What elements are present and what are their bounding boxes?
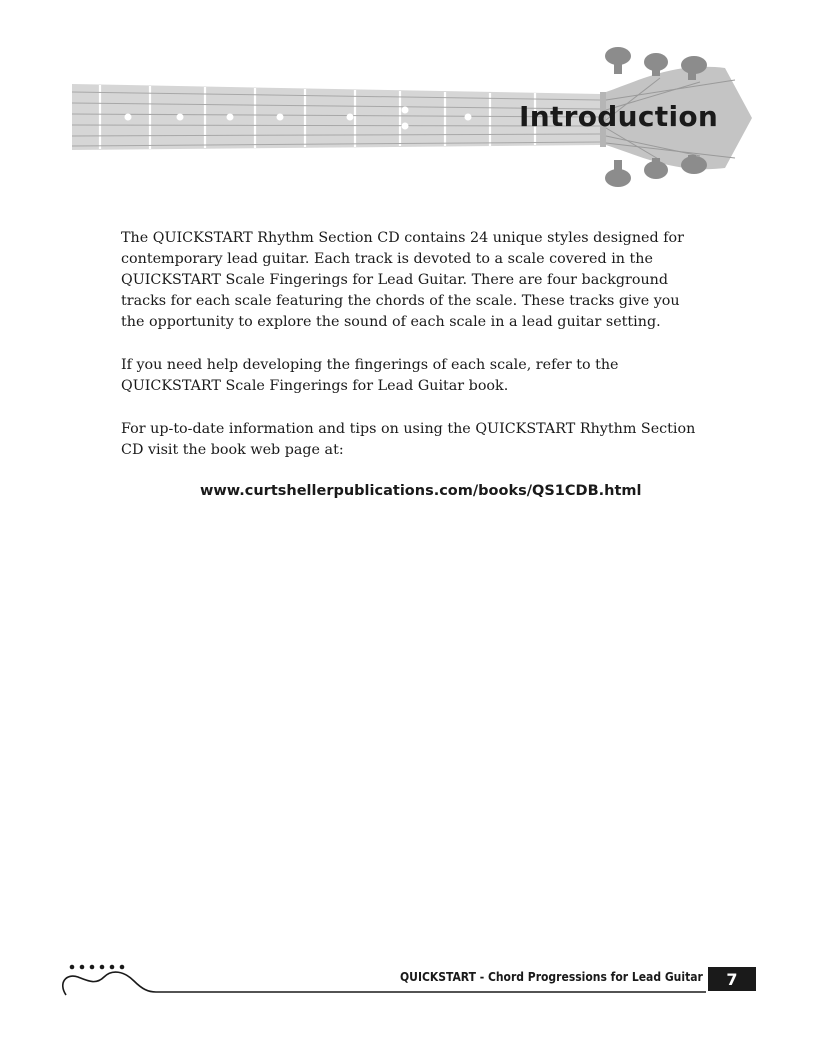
book-web-page-link[interactable]: www.curtshellerpublications.com/books/QS1CDB.html bbox=[200, 483, 642, 499]
intro-paragraph-3: For up-to-date information and tips on using the QUICKSTART Rhythm Section CD visit the book web page at: bbox=[121, 421, 696, 458]
intro-paragraph-1: The QUICKSTART Rhythm Section CD contains 24 unique styles designed for contemporary lead guitar. Each track is devoted to a scale covered in the QUICKSTART Scale Fingerings for Lead Guitar. There are four background tracks for each scale featuring the chords of the scale. These tracks give you the opportunity to explore the sound of each scale in a lead guitar setting. bbox=[121, 230, 684, 330]
page-number: 7 bbox=[708, 967, 756, 991]
intro-paragraph-2: If you need help developing the fingerings of each scale, refer to the QUICKSTART Scale Fingerings for Lead Guitar book. bbox=[121, 357, 619, 394]
footer-book-title: QUICKSTART - Chord Progressions for Lead Guitar bbox=[400, 970, 703, 984]
page-title: Introduction bbox=[519, 100, 719, 133]
